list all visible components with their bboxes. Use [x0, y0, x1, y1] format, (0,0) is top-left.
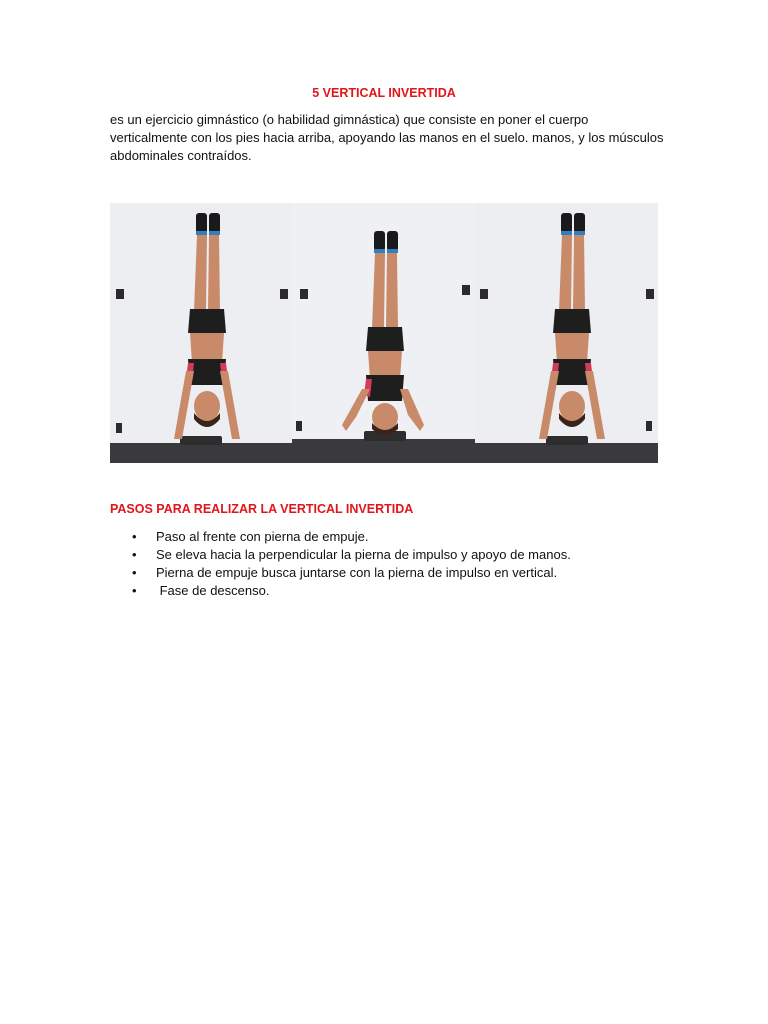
step-text: Fase de descenso.	[156, 583, 270, 598]
bullet-icon: •	[132, 529, 137, 544]
list-item	[110, 564, 571, 582]
intro-line: es un ejercicio gimnástico (o habilidad gimnástica) que consiste en poner el cuerpo	[110, 112, 589, 127]
list-item	[110, 582, 571, 600]
photo-panel-3	[475, 203, 658, 463]
step-text: Se eleva hacia la perpendicular la pierna de impulso y apoyo de manos.	[156, 547, 571, 562]
intro-paragraph	[110, 111, 666, 165]
page-title: 5 VERTICAL INVERTIDA	[312, 86, 456, 100]
bullet-icon: •	[132, 565, 137, 580]
steps-heading: PASOS PARA REALIZAR LA VERTICAL INVERTIDA	[110, 502, 414, 516]
steps-list	[110, 528, 571, 600]
list-item	[110, 528, 571, 546]
bullet-icon: •	[132, 583, 137, 598]
intro-line: verticalmente con los pies hacia arriba, apoyando las manos en el suelo. manos, y los músculos	[110, 130, 664, 145]
handstand-photo	[110, 203, 658, 463]
bullet-icon: •	[132, 547, 137, 562]
photo-panel-2	[292, 203, 475, 463]
step-text: Pierna de empuje busca juntarse con la pierna de impulso en vertical.	[156, 565, 558, 580]
step-text: Paso al frente con pierna de empuje.	[156, 529, 369, 544]
intro-line: abdominales contraídos.	[110, 148, 252, 163]
list-item	[110, 546, 571, 564]
photo-panel-1	[110, 203, 292, 463]
